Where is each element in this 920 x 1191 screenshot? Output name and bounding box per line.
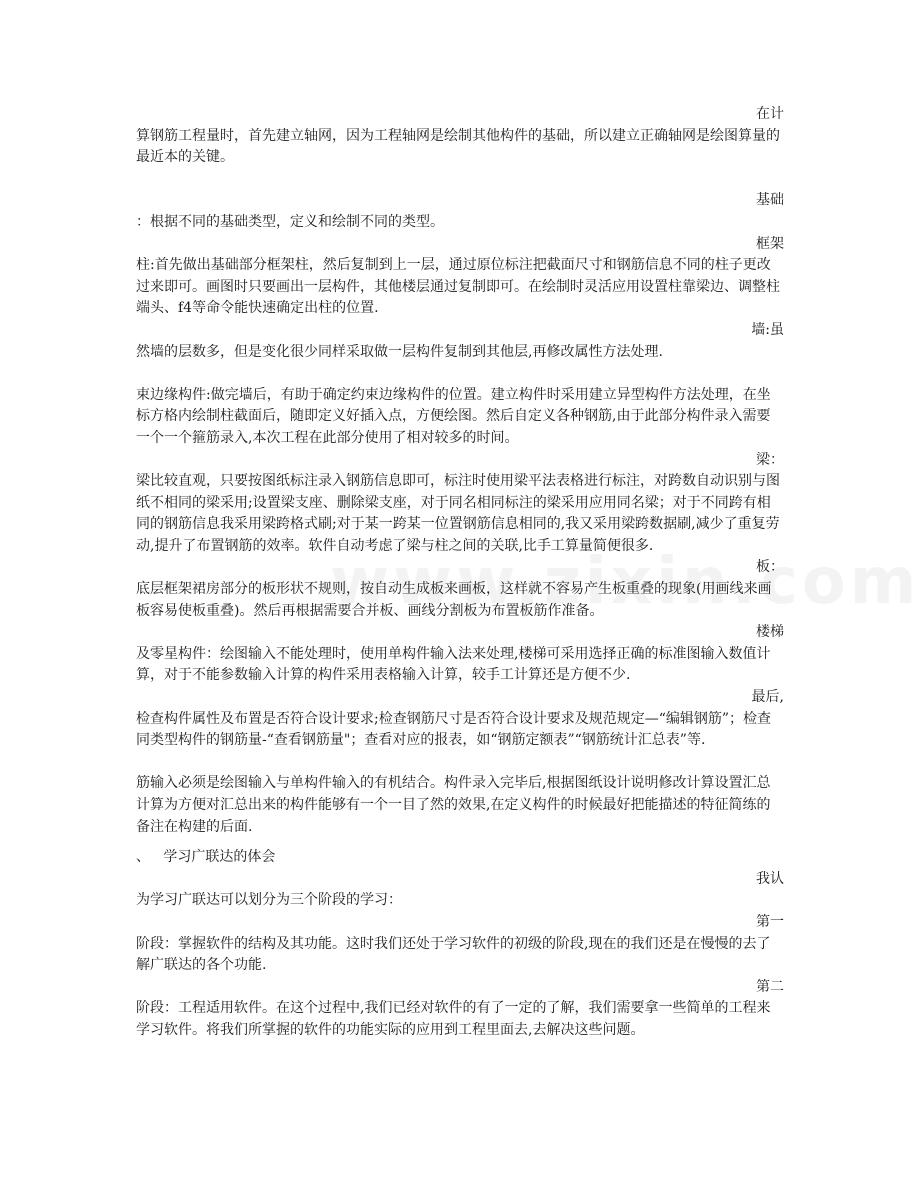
paragraph-lead-word: 楼梯	[756, 624, 784, 641]
paragraph-axis-grid: 算钢筋工程量时，首先建立轴网，因为工程轴网是绘制其他构件的基础，所以建立正确轴网是绘图算量的最近本的关键。	[136, 127, 780, 166]
paragraph-lead-word: 框架	[756, 235, 784, 252]
paragraph-wall: 然墙的层数多，但是变化很少同样采取做一层构件复制到其他层,再修改属性方法处理.	[136, 343, 663, 360]
paragraph-frame-column: 柱:首先做出基础部分框架柱，然后复制到上一层，通过原位标注把截面尺寸和钢筋信息不同的柱子更改过来即可。画图时只要画出一层构件，其他楼层通过复制即可。在绘制时灵活应用设置柱靠梁边、调整柱端头、f4等命令能快速确定出柱的位置.	[136, 257, 780, 317]
document-body	[136, 104, 784, 1042]
section-heading: 、 学习广联达的体会	[136, 849, 276, 866]
paragraph-lead-word: 梁：	[756, 451, 784, 468]
paragraph-stage-two: 阶段：工程适用软件。在这个过程中,我们已经对软件的有了一定的了解，我们需要拿一些简单的工程来学习软件。将我们所掌握的软件的功能实际的应用到工程里面去,去解决这些问题。	[136, 1000, 771, 1038]
paragraph-stairs: 及零星构件：绘图输入不能处理时，使用单构件输入法来处理,楼梯可采用选择正确的标准图输入数值计算，对于不能参数输入计算的构件采用表格输入计算，较手工计算还是方便不少.	[136, 645, 771, 684]
paragraph-summary: 筋输入必须是绘图输入与单构件输入的有机结合。构件录入完毕后,根据图纸设计说明修改计算设置汇总计算为方便对汇总出来的构件能够有一个一目了然的效果,在定义构件的时候最好把能描述的特征简练的备注在构建的后面.	[136, 775, 771, 835]
spacer	[136, 752, 784, 774]
paragraph-three-stages: 为学习广联达可以划分为三个阶段的学习：	[136, 892, 402, 909]
paragraph-lead-word: 我认	[756, 870, 784, 887]
paragraph-lead-word: 第一	[756, 913, 784, 930]
paragraph-edge-members: 束边缘构件:做完墙后，有助于确定约束边缘构件的位置。建立构件时采用建立异型构件方法处理，在坐标方格内绘制柱截面后，随即定义好插入点，方便绘图。然后自定义各种钢筋,由于此部分构件录入需要一个一个箍筋录入,本次工程在此部分使用了相对较多的时间。	[136, 386, 771, 446]
paragraph-foundation: ：根据不同的基础类型，定义和绘制不同的类型。	[136, 213, 444, 230]
paragraph-final-check: 检查构件属性及布置是否符合设计要求;检查钢筋尺寸是否符合设计要求及规范规定—“编辑钢筋”；检查同类型构件的钢筋量-“查看钢筋量"；查看对应的报表，如“钢筋定额表”“钢筋统计汇总表”等.	[136, 710, 772, 749]
paragraph-lead-word: 基础	[756, 192, 784, 209]
paragraph-lead-word: 墙:虽	[751, 321, 784, 338]
paragraph-stage-one: 阶段：掌握软件的结构及其功能。这时我们还处于学习软件的初级的阶段,现在的我们还是在慢慢的去了解广联达的各个功能.	[136, 935, 771, 974]
paragraph-lead-word: 最后,	[751, 689, 784, 706]
spacer	[136, 169, 784, 191]
paragraph-lead-word: 在计	[756, 106, 784, 122]
paragraph-lead-word: 板：	[756, 559, 784, 576]
paragraph-slab: 底层框架裙房部分的板形状不规则，按自动生成板来画板，这样就不容易产生板重叠的现象(用画线来画板容易使板重叠)。然后再根据需要合并板、画线分割板为布置板筋作准备。	[136, 581, 772, 619]
paragraph-lead-word: 第二	[756, 978, 784, 995]
spacer	[136, 363, 784, 385]
paragraph-beam: 梁比较直观，只要按图纸标注录入钢筋信息即可，标注时使用梁平法表格进行标注，对跨数自动识别与图纸不相同的梁采用;设置梁支座、删除梁支座，对于同名相同标注的梁采用应用同名梁；对于不同跨有相同的钢筋信息我采用梁跨格式刷;对于某一跨某一位置钢筋信息相同的,我又采用梁跨数据刷,减少了重复劳动,提升了布置钢筋的效率。软件自动考虑了梁与柱之间的关联,比手工算量简便很多.	[136, 473, 780, 554]
